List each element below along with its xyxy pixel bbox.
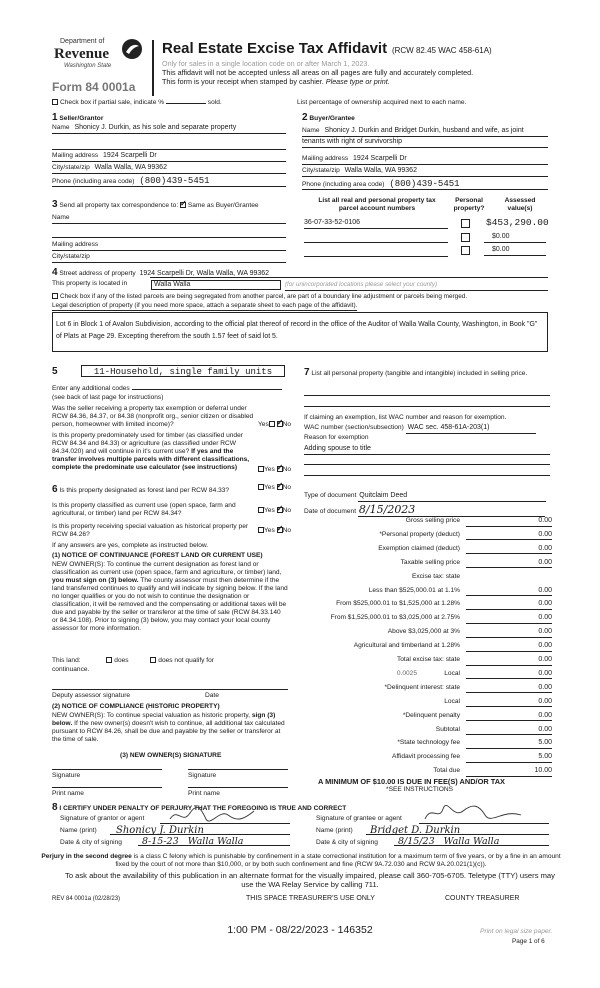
fee-value-field[interactable]: 0.00 xyxy=(466,698,552,708)
fee-row xyxy=(300,684,552,695)
assessed-value-field[interactable]: $0.00 xyxy=(484,233,546,243)
local-rate: 0.0025 xyxy=(396,669,417,677)
section6-q1-answer: Yes ✓ No xyxy=(258,484,291,492)
partial-sale-checkbox[interactable] xyxy=(52,99,58,105)
forest-no-checkbox[interactable] xyxy=(277,484,283,490)
fee-row xyxy=(300,517,552,528)
legal-paper-note: Print on legal size paper. xyxy=(480,928,553,935)
codes-row: Enter any additional codes xyxy=(52,385,282,393)
page-number: Page 1 of 6 xyxy=(512,938,545,945)
alt-format-notice: To ask about the availability of this publication in an alternate format for the visually impaired, please call 360-705-6705. Teletype (TTY) users may use the WA Relay Service by calling 711. xyxy=(65,871,555,890)
section5-q1: Was the seller receiving a property tax exemption or deferral under RCW 84.36, 84.37, or 84.38 (nonprofit org., senior citizen or disabled person, homeowner with limited income)? xyxy=(52,405,254,429)
buyer-city-field[interactable]: Walla Walla, WA 99362 xyxy=(344,167,417,174)
buyer-address-field[interactable]: 1924 Scarpelli Dr xyxy=(353,155,407,162)
notice1-text: NEW OWNER(S): To continue the current designation as forest land or classification as current use (open space, farm and agriculture, or timber) land, you must sign on (3) below. The county assessor must then determine if the land transferred continues to qualify and will indicate by signing below. If the land no longer qualifies or you do not wish to continue the designation or classification, it will be removed and the compensating or additional taxes will be due and payable by the seller or transferor at the time of sale (RCW 84.33.140 or 84.34.108). Prior to signing (3) below, you may contact your local county assessor for more information. xyxy=(52,561,288,633)
located-hint-underline xyxy=(285,290,548,291)
q2-yes-checkbox[interactable] xyxy=(258,466,264,472)
section7-row: 7 List all personal property (tangible and intangible) included in selling price. xyxy=(304,367,528,378)
deputy-date-label: Date xyxy=(205,692,219,699)
buyer-name-field-2[interactable]: tenants with right of survivorship xyxy=(302,138,402,145)
fee-value-field[interactable]: 0.00 xyxy=(466,587,552,597)
street-address-field[interactable]: 1924 Scarpelli Dr, Walla Walla, WA 99362 xyxy=(139,270,270,277)
grantee-name-row: Name (print) xyxy=(316,827,353,834)
correspondence-row: 3 Send all property tax correspondence to: ✓ Same as Buyer/Grantee xyxy=(52,199,259,211)
buyer-name-line2 xyxy=(302,138,548,148)
parcel-row xyxy=(304,234,448,243)
personal-property-checkbox[interactable] xyxy=(461,233,470,242)
continuance-text: continuance. xyxy=(52,666,90,673)
parcel-row xyxy=(304,219,448,229)
rev-number: REV 84 0001a (02/28/23) xyxy=(52,896,121,902)
segregated-row: Check box if any of the listed parcels are being segregated from another parcel, are part of a boundary line adjustment or parcels being merged. xyxy=(52,293,552,301)
buyer-name-field[interactable]: Shonicy J. Durkin and Bridget Durkin, husband and wife, as joint xyxy=(324,127,524,134)
located-row: This property is located in xyxy=(52,280,128,287)
wac-row: WAC number (section/subsection) WAC sec. 458-61A-203(1) xyxy=(304,424,536,434)
fee-value-field[interactable]: 0.00 xyxy=(466,600,552,610)
grantor-name-row: Name (print) xyxy=(60,827,97,834)
fee-value-field[interactable]: 5.00 xyxy=(466,739,552,749)
grantor-date-field[interactable]: 8-15-23 Walla Walla xyxy=(138,836,290,846)
fee-row xyxy=(300,573,552,584)
fee-label: Subtotal xyxy=(435,725,460,733)
owner-signature-line[interactable] xyxy=(52,764,162,770)
fee-label: Above $3,025,000 at 3% xyxy=(387,628,460,636)
section5-q2-answer: Yes ✓ No xyxy=(258,466,291,474)
section5-q1-answer: Yes ✓ No xyxy=(258,421,291,429)
exemption-label: If claiming an exemption, list WAC number and reason for exemption. xyxy=(304,414,507,421)
q1-yes-checkbox[interactable] xyxy=(269,421,275,427)
fee-row xyxy=(300,753,552,764)
doc-type-row: Type of document Quitclaim Deed xyxy=(304,492,546,502)
seller-city-row: City/state/zip Walla Walla, WA 99362 xyxy=(52,164,286,174)
historic-no-checkbox[interactable] xyxy=(277,527,283,533)
deputy-signature-label: Deputy assessor signature xyxy=(52,692,131,699)
notice2-text: NEW OWNER(S): To continue special valuation as historic property, sign (3) below. If the new owner(s) doesn't wish to continue, all additional tax calculated pursuant to RCW 84.26, shall be due and payable by the seller or transferor at the time of sale. xyxy=(52,712,285,744)
fee-row xyxy=(300,698,552,709)
reason-line2 xyxy=(304,461,550,465)
form-number: Form 84 0001a xyxy=(52,80,136,94)
seller-heading: 1 Seller/Grantor xyxy=(52,112,104,123)
fee-label: Exemption claimed (deduct) xyxy=(378,544,460,552)
fee-row xyxy=(300,739,552,750)
fee-value-field[interactable]: 0.00 xyxy=(466,559,552,569)
fee-row xyxy=(300,726,552,737)
fee-value-field[interactable]: 0.00 xyxy=(466,726,552,736)
fee-label: Less than $525,000.01 at 1.1% xyxy=(368,586,460,594)
fee-label: Agricultural and timberland at 1.28% xyxy=(353,642,460,650)
notice1-title: (1) NOTICE OF CONTINUANCE (FOREST LAND OR CURRENT USE) xyxy=(52,552,263,559)
fee-value-field[interactable]: 5.00 xyxy=(466,753,552,763)
street-row: 4 Street address of property 1924 Scarpelli Dr, Walla Walla, WA 99362 xyxy=(52,267,270,278)
personal-property-checkbox[interactable] xyxy=(461,246,470,255)
buyer-name-row: Name Shonicy J. Durkin and Bridget Durkin, husband and wife, as joint xyxy=(302,127,548,137)
buyer-heading: 2 Buyer/Grantee xyxy=(302,112,355,123)
signature-label: Signature xyxy=(188,772,217,779)
fee-value-field[interactable]: 0.00 xyxy=(466,642,552,652)
fee-label: Total excise tax: state xyxy=(396,656,460,663)
fee-label: Excise tax: state xyxy=(411,572,460,580)
grantee-name-field[interactable]: Bridget D. Durkin xyxy=(366,825,549,835)
codes-note: (see back of last page for instructions) xyxy=(52,394,164,401)
buyer-city-row: City/state/zip Walla Walla, WA 99362 xyxy=(302,167,548,177)
fee-row xyxy=(300,712,552,723)
perjury-notice: Perjury in the second degree is a class C felony which is punishable by confinement in a state correctional institution for a maximum term of five years, or by a fine in an amount fixed by the court of not more than $10,000, or by both such confinement and fine (RCW 9A.72.030 and RCW 9A.20.021(1)(c)). xyxy=(41,853,561,869)
signature-label: Signature xyxy=(52,772,81,779)
header-divider xyxy=(152,40,154,96)
section6-q3-answer: Yes ✓ No xyxy=(258,527,291,535)
correspondence-name-row: Name xyxy=(52,214,286,224)
grantee-signature-field[interactable] xyxy=(419,815,549,824)
seller-name-field[interactable]: Shonicy J. Durkin, as his sole and separate property xyxy=(74,124,237,131)
seller-city-field[interactable]: Walla Walla, WA 99362 xyxy=(94,164,167,171)
current-use-no-checkbox[interactable] xyxy=(277,507,283,513)
logo-dept-name: Revenue xyxy=(54,46,109,62)
section5-q2: Is this property predominately used for timber (as classified under RCW 84.34 and 84.33) or agriculture (as classified under RCW 84.34.020) and will continue in it's current use? If yes and the transfer involves multiple parcels with different classifications, complete the predominate use calculator (see instructions) xyxy=(52,432,250,472)
fee-row xyxy=(300,545,552,556)
fee-value-field[interactable]: 0.00 xyxy=(466,670,552,680)
recording-stamp: 1:00 PM - 08/22/2023 - 146352 xyxy=(227,924,373,936)
see-instructions: *SEE INSTRUCTIONS xyxy=(386,786,454,793)
grantee-sig-row: Signature of grantee or agent xyxy=(316,815,402,822)
seller-name-line2 xyxy=(52,141,286,150)
forest-yes-checkbox[interactable] xyxy=(258,484,264,490)
buyer-phone-field[interactable]: (800)439-5451 xyxy=(389,179,460,189)
treasurer-use: THIS SPACE TREASURER'S USE ONLY xyxy=(246,895,375,902)
certify-row: 8 I CERTIFY UNDER PENALTY OF PERJURY THAT THE FOREGOING IS TRUE AND CORRECT xyxy=(52,802,347,813)
seller-address-field[interactable]: 1924 Scarpelli Dr xyxy=(103,152,157,159)
fee-row xyxy=(300,587,552,598)
current-use-yes-checkbox[interactable] xyxy=(258,507,264,513)
correspondence-city-row: City/state/zip xyxy=(52,253,286,263)
revenue-logo xyxy=(52,36,150,76)
personal-property-line2[interactable] xyxy=(304,401,550,407)
this-land-row: This land: does does not qualify for xyxy=(52,657,214,664)
parcel-row xyxy=(304,248,448,257)
header-line2: This affidavit will not be accepted unless all areas on all pages are fully and accurately completed. xyxy=(162,68,474,77)
owner-print-line[interactable] xyxy=(188,782,288,788)
fee-row xyxy=(300,614,552,625)
fee-row xyxy=(300,642,552,653)
if-any-text: If any answers are yes, complete as instructed below. xyxy=(52,542,209,549)
print-name-label: Print name xyxy=(188,790,220,797)
land-does-checkbox[interactable] xyxy=(106,657,112,663)
historic-yes-checkbox[interactable] xyxy=(258,527,264,533)
doc-type-field[interactable]: Quitclaim Deed xyxy=(358,492,546,502)
fee-label: *Delinquent interest: state xyxy=(384,683,460,691)
fee-row xyxy=(300,600,552,611)
fee-value-field[interactable]: 0.00 xyxy=(466,628,552,638)
grantor-signature-scribble xyxy=(168,807,258,823)
correspondence-address-row: Mailing address xyxy=(52,241,286,251)
grantor-sig-row: Signature of grantor or agent xyxy=(60,815,145,822)
land-use-select[interactable]: 11-Household, single family units xyxy=(81,365,285,377)
header-line3: This form is your receipt when stamped by cashier. Please type or print. xyxy=(162,77,390,86)
personal-property-checkbox[interactable] xyxy=(461,219,470,228)
assessed-value-field[interactable]: $453,290.00 xyxy=(486,217,549,228)
doc-date-field[interactable]: 8/15/2023 xyxy=(358,503,545,517)
parcels-header-numbers: List all real and personal property tax parcel account numbers xyxy=(318,197,436,213)
legal-label: Legal description of property (if you need more space, attach a separate sheet to each page of the affidavit). xyxy=(52,302,358,309)
seller-phone-row: Phone (including area code) (800)439-5451 xyxy=(52,176,286,187)
seller-address-row: Mailing address 1924 Scarpelli Dr xyxy=(52,152,286,162)
fee-value-field[interactable]: 10.00 xyxy=(466,767,552,777)
fee-label: From $525,000.01 to $1,525,000 at 1.28% xyxy=(336,600,460,608)
fee-label: Taxable selling price xyxy=(400,558,460,566)
print-name-label: Print name xyxy=(52,790,84,797)
correspondence-line2 xyxy=(52,230,286,238)
deputy-signature-line[interactable] xyxy=(52,682,288,690)
parcels-header-assessed: Assessed value(s) xyxy=(504,197,536,213)
legal-description-field[interactable]: Lot 6 in Block 1 of Avalon Subdivision, according to the official plat thereof of record in the office of the Auditor of Walla Walla County, Washington, in Book "G" of Plats at Page 29. Excepting therefrom the south 1.57 feet of said lot 5. xyxy=(52,312,548,352)
fee-value-field[interactable]: 0.00 xyxy=(466,712,552,722)
reason-label: Reason for exemption xyxy=(304,434,369,441)
doc-date-row: Date of document 8/15/2023 xyxy=(304,503,545,517)
fee-label: *Delinquent penalty xyxy=(402,711,460,719)
fee-row xyxy=(300,531,552,542)
logo-dept-line: Department of xyxy=(60,38,105,45)
fee-label: Total due xyxy=(433,767,460,775)
segregated-checkbox[interactable] xyxy=(52,293,58,299)
wac-number-field[interactable]: WAC sec. 458-61A-203(1) xyxy=(406,424,536,434)
reason-field[interactable]: Adding spouse to title xyxy=(304,445,550,455)
fee-label: *State technology fee xyxy=(397,739,460,747)
grantor-date-row: Date & city of signing xyxy=(60,839,122,846)
assessed-value-field[interactable]: $0.00 xyxy=(484,246,546,256)
fee-value-field[interactable]: 0.00 xyxy=(466,517,552,527)
fee-label: From $1,525,000.01 to $3,025,000 at 2.75% xyxy=(330,614,460,622)
fee-label: *Personal property (deduct) xyxy=(379,530,460,538)
located-select[interactable]: Walla Walla xyxy=(151,280,281,290)
q1-no-checkbox[interactable] xyxy=(277,421,283,427)
fee-row xyxy=(300,670,552,681)
fee-row xyxy=(300,656,552,667)
ownership-note: List percentage of ownership acquired next to each name. xyxy=(297,99,467,106)
grantor-name-field[interactable]: Shonicy J. Durkin xyxy=(110,825,290,835)
fee-value-field[interactable]: 0.00 xyxy=(466,531,552,541)
grantee-signature-scribble xyxy=(423,805,523,823)
parcels-header-personal: Personal property? xyxy=(453,197,485,213)
fee-label: Gross selling price xyxy=(405,517,460,524)
partial-sale: Check box if partial sale, indicate % sold. xyxy=(52,99,222,107)
section6-q3: Is this property receiving special valuation as historical property per RCW 84.26? xyxy=(52,523,249,539)
section5-num: 5 xyxy=(52,366,58,377)
fee-label: Affidavit processing fee xyxy=(391,753,460,761)
grantee-date-field[interactable]: 8/15/23 Walla Walla xyxy=(394,836,549,846)
same-as-buyer-checkbox[interactable] xyxy=(180,202,186,208)
fee-row xyxy=(300,559,552,570)
section6-q2: Is this property classified as current use (open space, farm and agricultural, or timber) land per RCW 84.34? xyxy=(52,502,236,518)
seller-name-row: Name Shonicy J. Durkin, as his sole and separate property xyxy=(52,124,286,134)
fee-value-field[interactable]: 0.00 xyxy=(466,614,552,624)
land-does-not-checkbox[interactable] xyxy=(150,657,156,663)
fee-value-field[interactable]: 0.00 xyxy=(466,545,552,555)
notice2-title: (2) NOTICE OF COMPLIANCE (HISTORIC PROPERTY) xyxy=(52,703,220,710)
minimum-due: A MINIMUM OF $10.00 IS DUE IN FEE(S) AND/OR TAX xyxy=(318,777,505,786)
street-underline xyxy=(150,277,548,278)
county-treasurer: COUNTY TREASURER xyxy=(445,895,520,902)
q2-no-checkbox[interactable] xyxy=(277,466,283,472)
fee-value-field[interactable]: 0.00 xyxy=(466,684,552,694)
page-title: Real Estate Excise Tax Affidavit (RCW 82.45 WAC 458-61A) xyxy=(162,40,492,57)
buyer-address-row: Mailing address 1924 Scarpelli Dr xyxy=(302,155,548,165)
owner-signature-line[interactable] xyxy=(188,764,288,770)
logo-swoosh-icon xyxy=(120,38,144,60)
parcel-number-field[interactable]: 36-07-33-52-0106 xyxy=(304,219,361,226)
owner-print-line[interactable] xyxy=(52,782,162,788)
fee-label: Local xyxy=(444,697,460,705)
owner-signature-title: (3) NEW OWNER(S) SIGNATURE xyxy=(120,752,222,759)
fee-row xyxy=(300,628,552,639)
logo-dept-state: Washington State xyxy=(64,63,112,69)
seller-phone-field[interactable]: (800)439-5451 xyxy=(139,176,210,186)
fee-value-field[interactable]: 0.00 xyxy=(466,656,552,666)
header-subtitle: Only for sales in a single location code on or after March 1, 2023. xyxy=(162,59,370,68)
located-hint: (for unincorporated locations please select your county) xyxy=(285,281,438,288)
personal-property-line1[interactable] xyxy=(304,390,550,396)
grantor-signature-field[interactable] xyxy=(160,815,290,824)
section6-q1: 6 Is this property designated as forest land per RCW 84.33? xyxy=(52,484,230,495)
additional-codes-field[interactable] xyxy=(132,389,282,390)
section6-q2-answer: Yes ✓ No xyxy=(258,507,291,515)
buyer-phone-row: Phone (including area code) (800)439-5451 xyxy=(302,179,548,190)
grantee-date-row: Date & city of signing xyxy=(316,839,378,846)
fee-label: Local xyxy=(444,669,460,677)
reason-line3 xyxy=(304,472,550,476)
